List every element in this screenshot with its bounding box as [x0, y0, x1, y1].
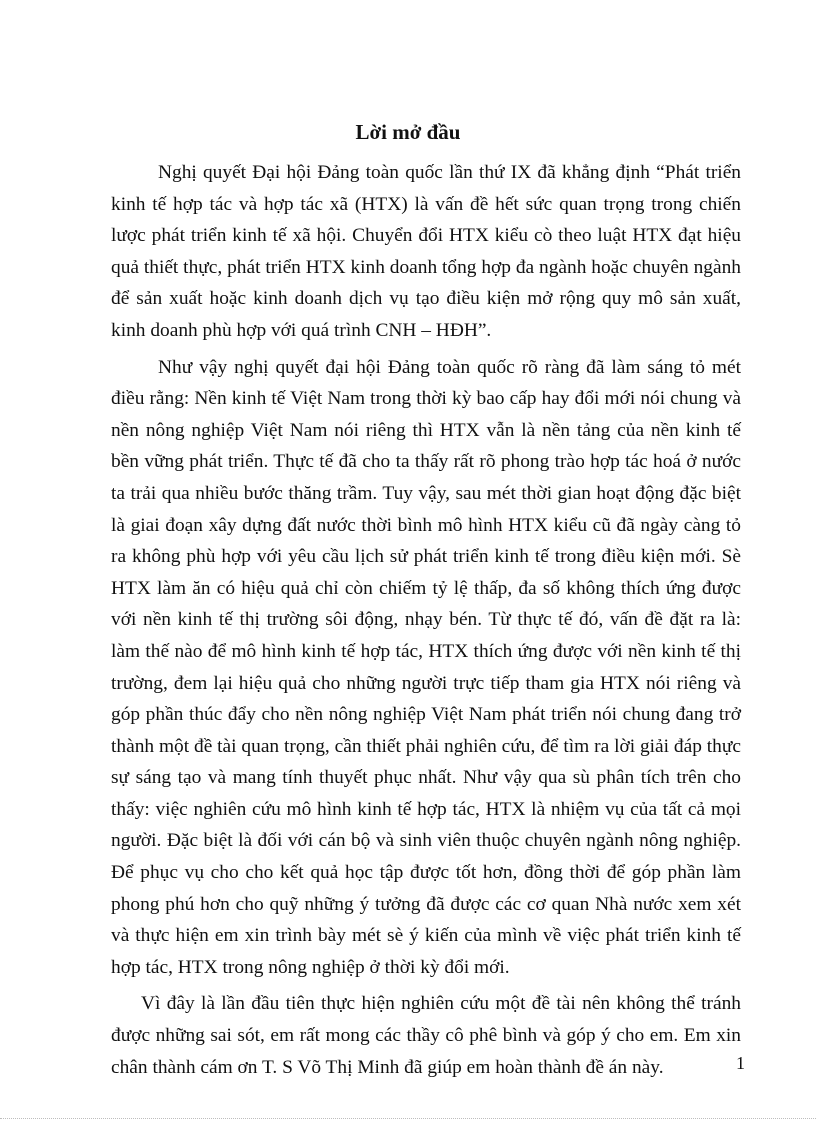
- page-bottom-divider: [0, 1118, 816, 1119]
- body-text: [111, 157, 741, 1083]
- paragraph-1: Nghị quyết Đại hội Đảng toàn quốc lần thứ IX đã khẳng định “Phát triển kinh tế hợp tác và hợp tác xã (HTX) là vấn đề hết sức quan trọng trong chiến lược phát triển kinh tế xã hội. Chuyển đổi HTX kiểu cò theo luật HTX đạt hiệu quả thiết thực, phát triển HTX kinh doanh tổng hợp đa ngành hoặc chuyên ngành để sản xuất hoặc kinh doanh dịch vụ tạo điều kiện mở rộng quy mô sản xuất, kinh doanh phù hợp với quá trình CNH – HĐH”.: [111, 162, 741, 341]
- paragraph-2: Như vậy nghị quyết đại hội Đảng toàn quốc rõ ràng đã làm sáng tỏ mét điều rằng: Nền kinh tế Việt Nam trong thời kỳ bao cấp hay đổi mới nói chung và nền nông nghiệp Việt Nam nói riêng thì HTX vẫn là nền tảng của nền kinh tế bền vững phát triển. Thực tế đã cho ta thấy rất rõ phong trào hợp tác hoá ở nước ta trải qua nhiều bước thăng trầm. Tuy vậy, sau mét thời gian hoạt động đặc biệt là giai đoạn xây dựng đất nước thời bình mô hình HTX kiểu cũ đã ngày càng tỏ ra không phù hợp với yêu cầu lịch sử phát triển kinh tế trong điều kiện mới. Sè HTX làm ăn có hiệu quả chỉ còn chiếm tỷ lệ thấp, đa số không thích ứng được với nền kinh tế thị trường sôi động, nhạy bén. Từ thực tế đó, vấn đề đặt ra là: làm thế nào để mô hình kinh tế hợp tác, HTX thích ứng được với nền kinh tế thị trường, đem lại hiệu quả cho những người trực tiếp tham gia HTX nói riêng và góp phần thúc đẩy cho nền nông nghiệp Việt Nam phát triển nói chung đang trở thành một đề tài quan trọng, cần thiết phải nghiên cứu, để tìm ra lời giải đáp thực sự sáng tạo và mang tính thuyết phục nhất. Như vậy qua sù phân tích trên cho thấy: việc nghiên cứu mô hình kinh tế hợp tác, HTX là nhiệm vụ của tất cả mọi người. Đặc biệt là đối với cán bộ và sinh viên thuộc chuyên ngành nông nghiệp. Để phục vụ cho cho kết quả học tập được tốt hơn, đồng thời để góp phần làm phong phú hơn cho quỹ những ý tưởng đã được các cơ quan Nhà nước xem xét và thực hiện em xin trình bày mét sè ý kiến của mình về việc phát triển kinh tế hợp tác, HTX trong nông nghiệp ở thời kỳ đổi mới.: [111, 356, 741, 978]
- page-number: 1: [736, 1053, 745, 1073]
- page-title: Lời mở đầu: [355, 120, 461, 144]
- paragraph-3: Vì đây là lần đầu tiên thực hiện nghiên cứu một đề tài nên không thể tránh được những sai sót, em rất mong các thầy cô phê bình và góp ý cho em. Em xin chân thành cám ơn T. S Võ Thị Minh đã giúp em hoàn thành đề án này.: [111, 993, 741, 1078]
